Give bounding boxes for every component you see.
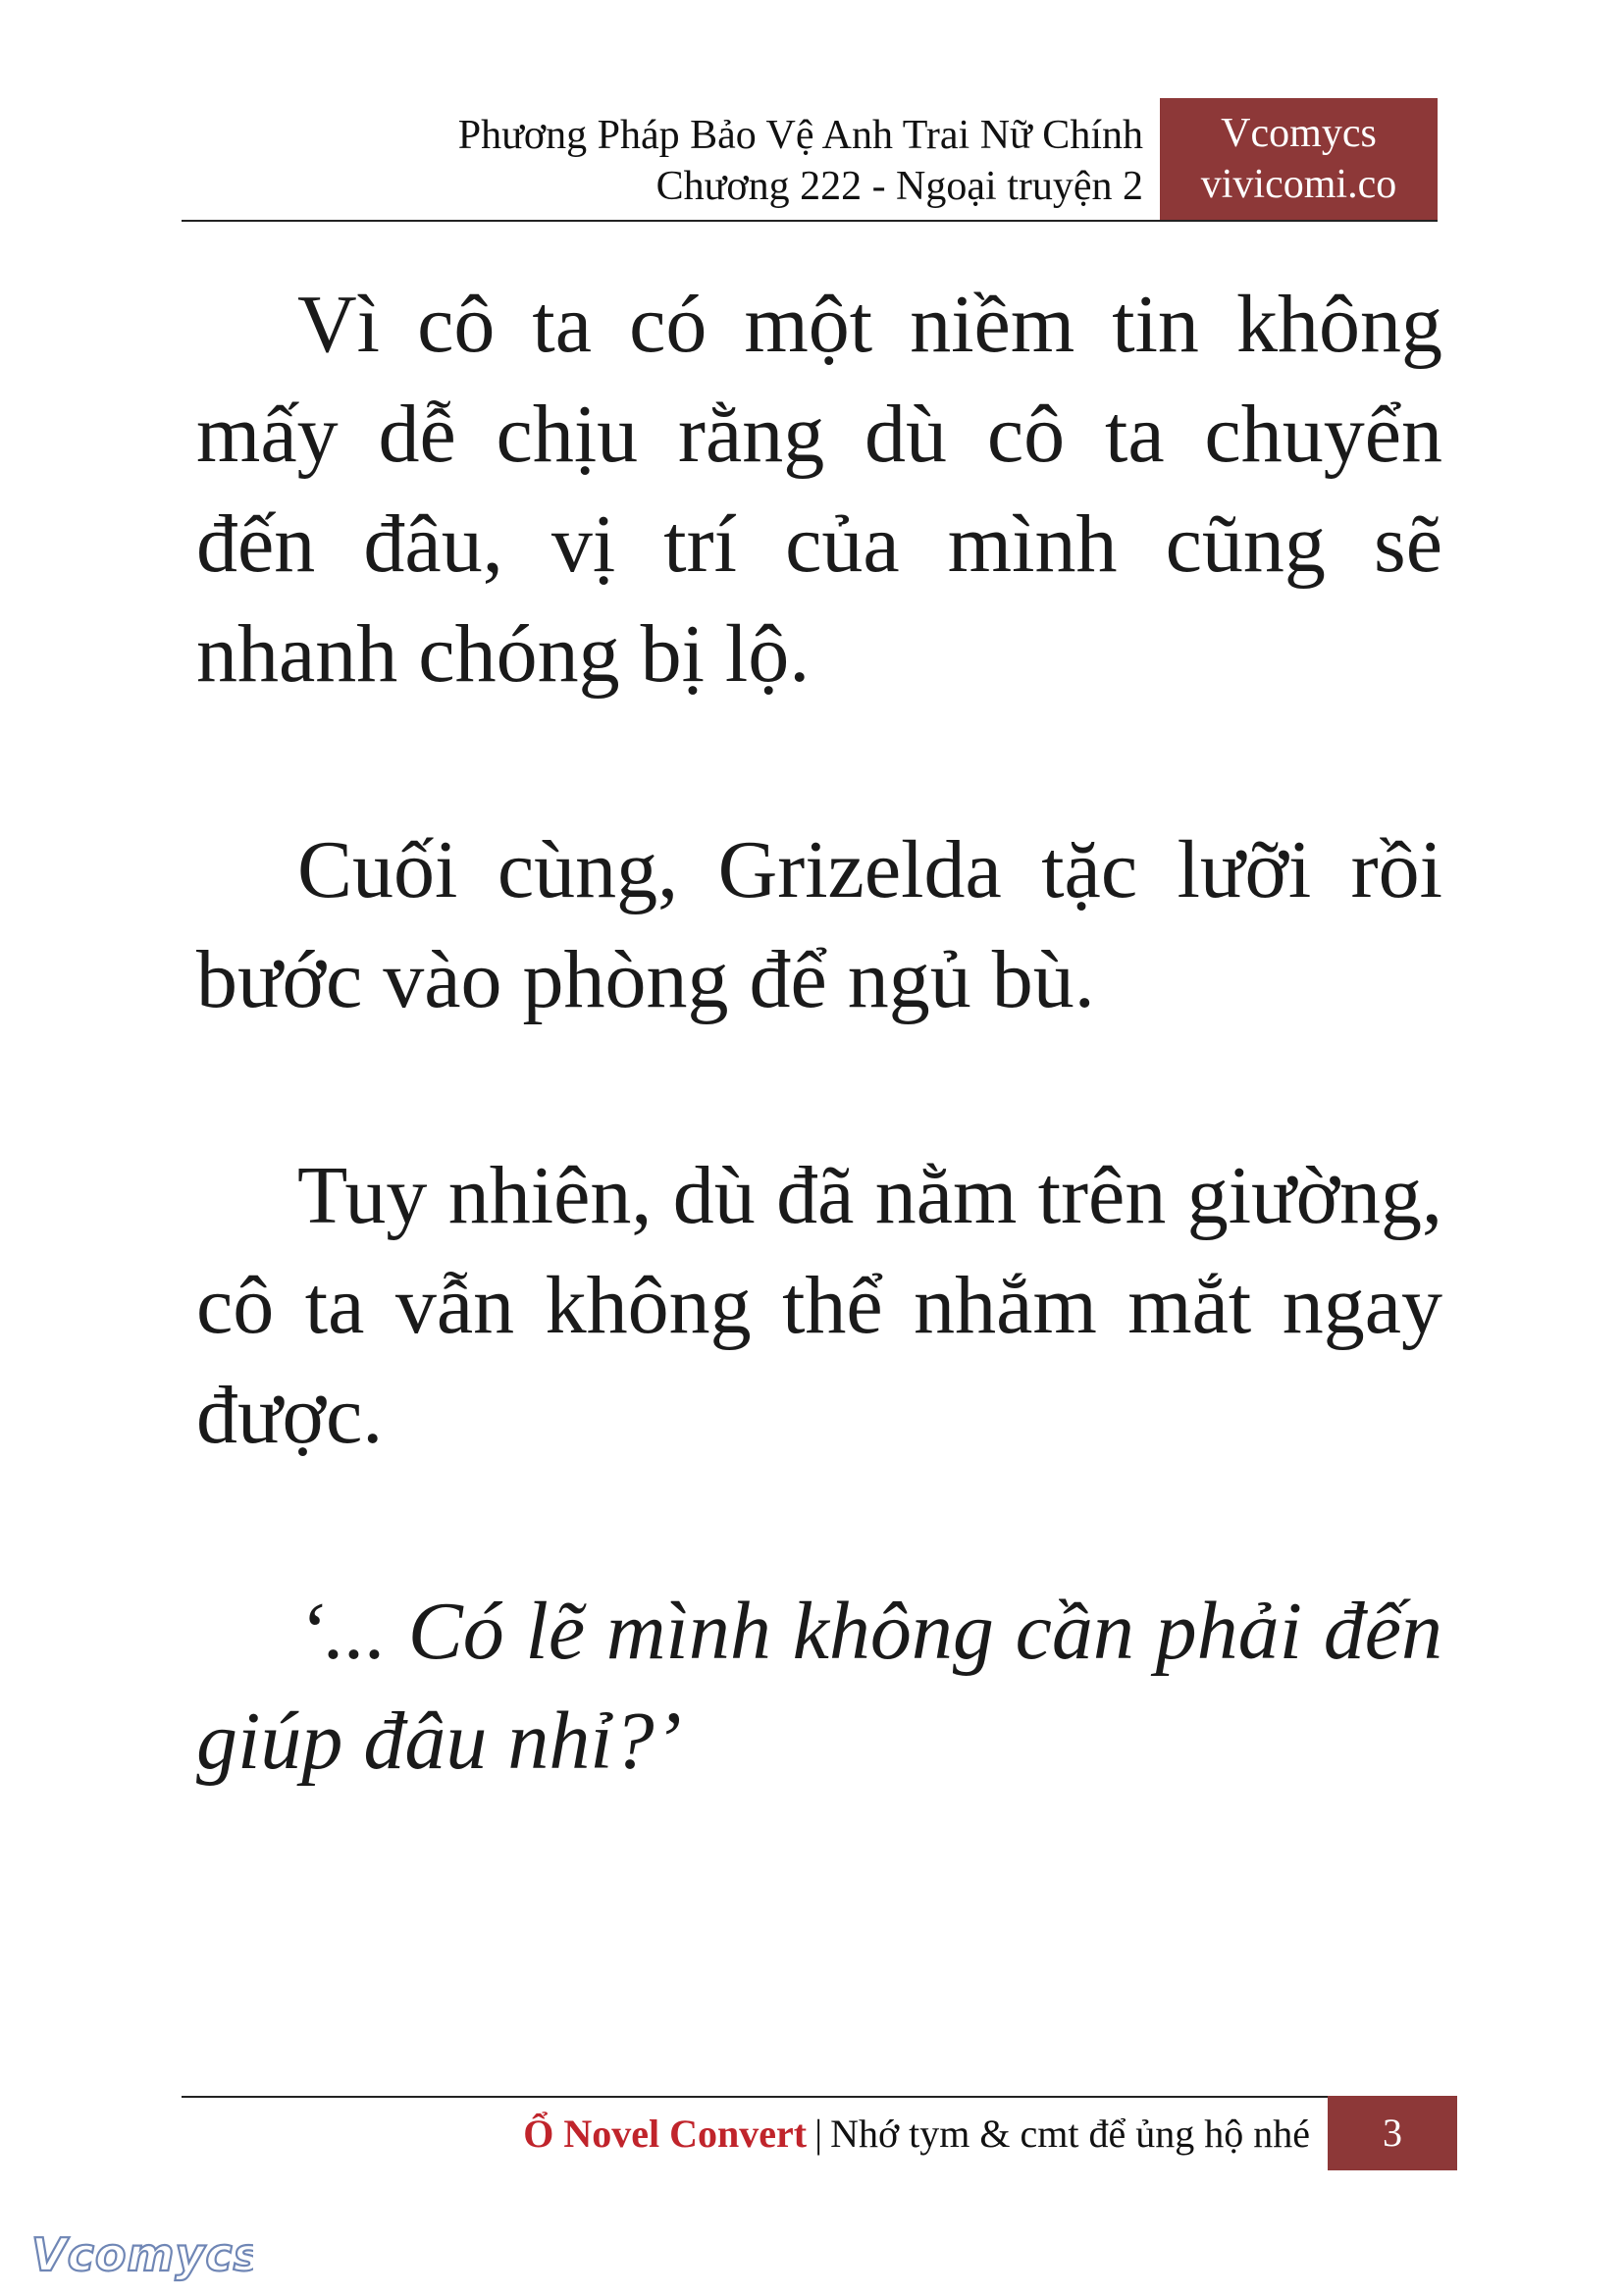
brand-name: Vcomycs [1221,111,1377,156]
vcomycs-logo-watermark [27,2225,253,2289]
page-footer [182,2096,1457,2170]
footer-message: Nhớ tym & cmt để ủng hộ nhé [830,2112,1310,2156]
chapter-body [196,270,1442,1903]
watermark-logo-icon [27,2225,253,2284]
paragraph-thought: ‘... Có lẽ mình không cần phải đến giúp đâu nhỉ?’ [196,1586,1442,1787]
svg-text:Vcomycs: Vcomycs [31,2228,253,2281]
header-titles [458,110,1143,212]
paragraph: Tuy nhiên, dù đã nằm trên giường, cô ta vẫn không thể nhắm mắt ngay được. [196,1150,1442,1461]
page-header [182,98,1438,222]
book-title: Phương Pháp Bảo Vệ Anh Trai Nữ Chính [457,113,1143,158]
chapter-title: Chương 222 - Ngoại truyện 2 [655,164,1143,209]
footer-separator: | [814,2112,823,2156]
page-number: 3 [1328,2096,1457,2170]
paragraph: Vì cô ta có một niềm tin không mấy dễ chịu rằng dù cô ta chuyển đến đâu, vị trí của mình cũng sẽ nhanh chóng bị lộ. [196,279,1442,700]
footer-brand: Ổ Novel Convert [523,2112,808,2156]
paragraph: Cuối cùng, Grizelda tặc lưỡi rồi bước vào phòng để ngủ bù. [196,824,1442,1025]
footer-text [523,2110,1310,2159]
footer-divider [182,2096,1457,2098]
header-brand-box [1160,98,1438,220]
brand-site: vivicomi.co [1200,162,1397,207]
header-divider [182,220,1438,222]
